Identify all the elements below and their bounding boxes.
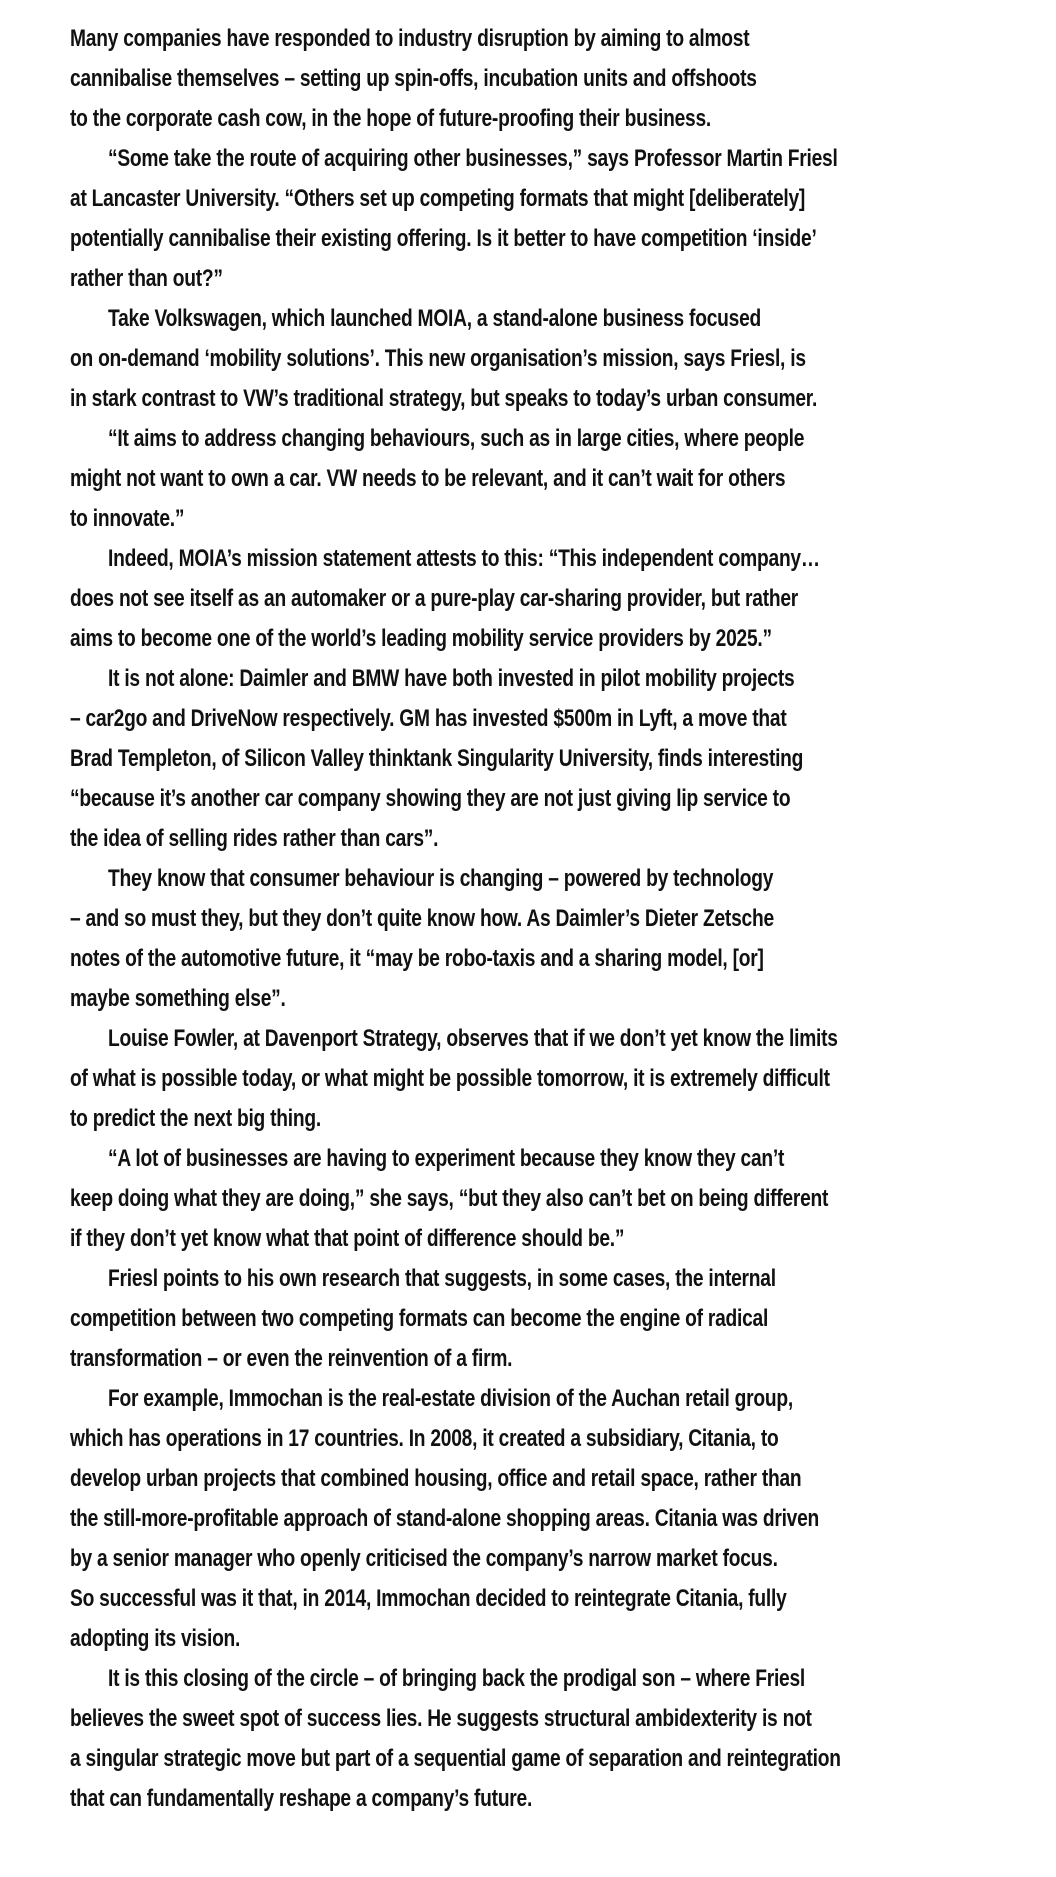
paragraph — [70, 1379, 1056, 1659]
text-line: adopting its vision. — [70, 1625, 241, 1652]
paragraph — [70, 539, 1056, 659]
paragraph — [70, 1659, 1056, 1819]
text-line: “because it’s another car company showing they are not just giving lip service to — [70, 785, 791, 812]
text-line: maybe something else”. — [70, 985, 286, 1012]
text-line: transformation – or even the reinvention of a firm. — [70, 1345, 513, 1372]
paragraph — [70, 299, 1056, 419]
text-line: in stark contrast to VW’s traditional strategy, but speaks to today’s urban consumer. — [70, 385, 818, 412]
paragraph — [70, 659, 1056, 859]
text-line: Take Volkswagen, which launched MOIA, a stand-alone business focused — [108, 305, 761, 332]
text-line: Brad Templeton, of Silicon Valley thinktank Singularity University, finds interesting — [70, 745, 804, 772]
text-line: by a senior manager who openly criticised the company’s narrow market focus. — [70, 1545, 778, 1572]
text-line: Louise Fowler, at Davenport Strategy, observes that if we don’t yet know the limits — [108, 1025, 838, 1052]
text-line: develop urban projects that combined housing, office and retail space, rather than — [70, 1465, 802, 1492]
text-line: to innovate.” — [70, 505, 185, 532]
text-line: notes of the automotive future, it “may be robo-taxis and a sharing model, [or] — [70, 945, 764, 972]
text-line: “A lot of businesses are having to experiment because they know they can’t — [108, 1145, 785, 1172]
text-line: Many companies have responded to industry disruption by aiming to almost — [70, 25, 750, 52]
paragraph — [70, 419, 1056, 539]
text-line: Friesl points to his own research that suggests, in some cases, the internal — [108, 1265, 776, 1292]
text-line: “It aims to address changing behaviours, such as in large cities, where people — [108, 425, 805, 452]
text-line: They know that consumer behaviour is changing – powered by technology — [108, 865, 774, 892]
text-line: a singular strategic move but part of a sequential game of separation and reintegration — [70, 1745, 841, 1772]
text-line: of what is possible today, or what might be possible tomorrow, it is extremely difficult — [70, 1065, 830, 1092]
article-body — [70, 19, 1056, 1819]
text-line: to predict the next big thing. — [70, 1105, 321, 1132]
text-line: For example, Immochan is the real-estate division of the Auchan retail group, — [108, 1385, 793, 1412]
text-line: So successful was it that, in 2014, Immochan decided to reintegrate Citania, fully — [70, 1585, 787, 1612]
text-line: the still-more-profitable approach of stand-alone shopping areas. Citania was driven — [70, 1505, 820, 1532]
text-line: does not see itself as an automaker or a pure-play car-sharing provider, but rather — [70, 585, 799, 612]
paragraph — [70, 1259, 1056, 1379]
text-line: at Lancaster University. “Others set up competing formats that might [deliberately] — [70, 185, 806, 212]
text-line: Indeed, MOIA’s mission statement attests to this: “This independent company… — [108, 545, 820, 572]
text-line: which has operations in 17 countries. In 2008, it created a subsidiary, Citania, to — [70, 1425, 779, 1452]
text-line: potentially cannibalise their existing offering. Is it better to have competition ‘inside’ — [70, 225, 817, 252]
text-line: aims to become one of the world’s leading mobility service providers by 2025.” — [70, 625, 772, 652]
text-line: that can fundamentally reshape a company’s future. — [70, 1785, 533, 1812]
text-line: keep doing what they are doing,” she says, “but they also can’t bet on being different — [70, 1185, 829, 1212]
paragraph — [70, 1139, 1056, 1259]
text-line: It is not alone: Daimler and BMW have both invested in pilot mobility projects — [108, 665, 795, 692]
paragraph — [70, 1019, 1056, 1139]
text-line: – and so must they, but they don’t quite know how. As Daimler’s Dieter Zetsche — [70, 905, 774, 932]
text-line: It is this closing of the circle – of bringing back the prodigal son – where Friesl — [108, 1665, 806, 1692]
text-line: – car2go and DriveNow respectively. GM has invested $500m in Lyft, a move that — [70, 705, 787, 732]
text-line: rather than out?” — [70, 265, 223, 292]
text-line: to the corporate cash cow, in the hope of future-proofing their business. — [70, 105, 712, 132]
text-line: “Some take the route of acquiring other businesses,” says Professor Martin Friesl — [108, 145, 838, 172]
text-line: the idea of selling rides rather than cars”. — [70, 825, 439, 852]
paragraph — [70, 139, 1056, 299]
text-line: might not want to own a car. VW needs to be relevant, and it can’t wait for others — [70, 465, 786, 492]
text-line: on on-demand ‘mobility solutions’. This new organisation’s mission, says Friesl, is — [70, 345, 806, 372]
text-line: competition between two competing formats can become the engine of radical — [70, 1305, 769, 1332]
text-line: cannibalise themselves – setting up spin-offs, incubation units and offshoots — [70, 65, 757, 92]
paragraph — [70, 19, 1056, 139]
text-line: if they don’t yet know what that point of difference should be.” — [70, 1225, 625, 1252]
text-line: believes the sweet spot of success lies. He suggests structural ambidexterity is not — [70, 1705, 812, 1732]
paragraph — [70, 859, 1056, 1019]
